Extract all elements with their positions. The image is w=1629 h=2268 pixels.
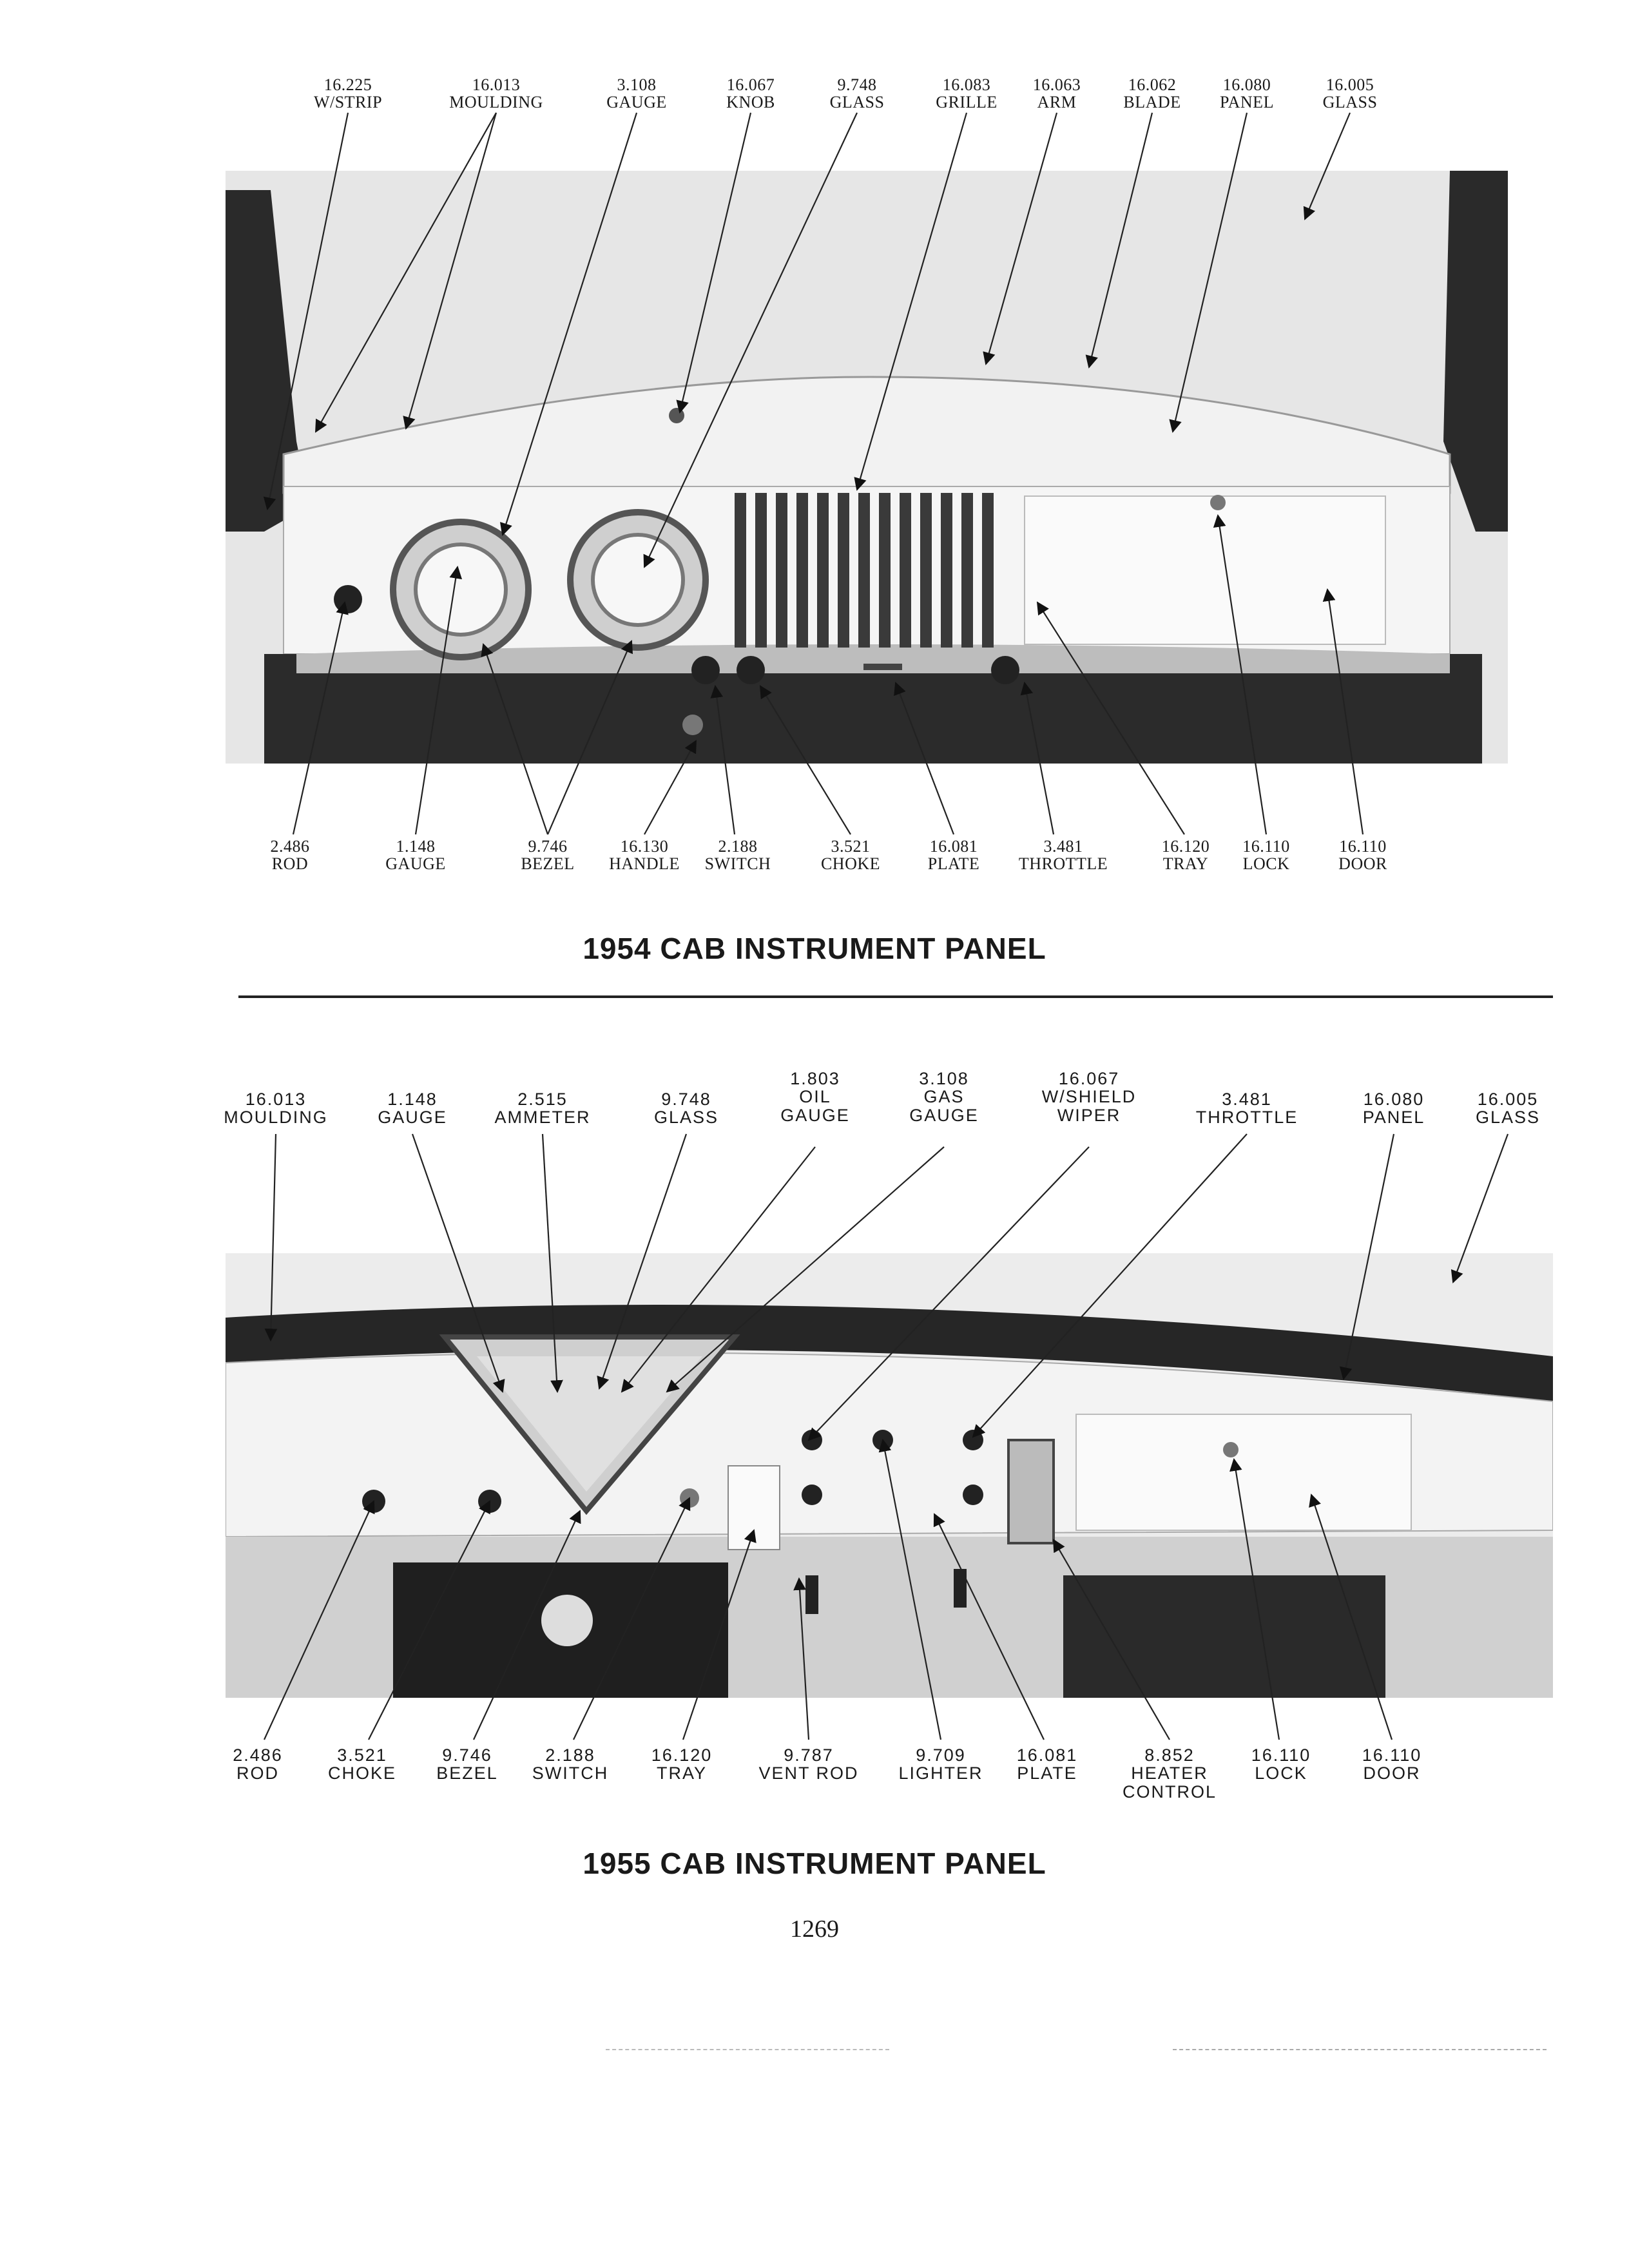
callout-1955-plate: 16.081 PLATE — [1016, 1745, 1078, 1783]
photo-1955-instrument-panel — [226, 1253, 1553, 1698]
callout-1954-moulding: 16.013 MOULDING — [449, 75, 543, 112]
callout-1954-gauge-lower: 1.148 GAUGE — [385, 837, 446, 874]
callout-1955-tray: 16.120 TRAY — [651, 1745, 713, 1783]
callout-1955-wiper: 16.067 W/SHIELD WIPER — [1041, 1069, 1137, 1125]
callout-1954-handle: 16.130 HANDLE — [609, 837, 680, 874]
callout-1955-panel: 16.080 PANEL — [1362, 1090, 1425, 1128]
callout-1955-oil-gauge: 1.803 OIL GAUGE — [780, 1069, 850, 1125]
callout-1954-lock: 16.110 LOCK — [1242, 837, 1290, 874]
callout-1955-moulding: 16.013 MOULDING — [224, 1090, 328, 1128]
photo-1954-instrument-panel — [226, 171, 1508, 764]
callout-1955-bezel: 9.746 BEZEL — [436, 1745, 498, 1783]
callout-1955-lighter: 9.709 LIGHTER — [898, 1745, 983, 1783]
callout-1954-switch: 2.188 SWITCH — [704, 837, 771, 874]
callout-1955-throttle: 3.481 THROTTLE — [1195, 1090, 1298, 1128]
callout-1955-door: 16.110 DOOR — [1362, 1745, 1422, 1783]
callout-1954-bezel: 9.746 BEZEL — [521, 837, 575, 874]
scan-artifact-line — [1173, 2049, 1547, 2052]
section-divider — [238, 995, 1553, 998]
callout-1954-door: 16.110 DOOR — [1338, 837, 1387, 874]
callout-1955-lock: 16.110 LOCK — [1251, 1745, 1311, 1783]
page-number: 1269 — [790, 1916, 839, 1943]
callout-1954-grille: 16.083 GRILLE — [936, 75, 998, 112]
caption-1955: 1955 CAB INSTRUMENT PANEL — [583, 1847, 1046, 1880]
callout-1954-tray: 16.120 TRAY — [1161, 837, 1210, 874]
callout-1954-gauge: 3.108 GAUGE — [606, 75, 667, 112]
callout-1955-choke: 3.521 CHOKE — [327, 1745, 397, 1783]
callout-1955-windshield-glass: 16.005 GLASS — [1475, 1090, 1541, 1128]
callout-1954-wstrip: 16.225 W/STRIP — [313, 75, 383, 112]
callout-1955-heater-control: 8.852 HEATER CONTROL — [1122, 1745, 1217, 1802]
callout-1954-choke: 3.521 CHOKE — [820, 837, 881, 874]
callout-1955-glass: 9.748 GLASS — [653, 1090, 719, 1128]
callout-1954-rod: 2.486 ROD — [270, 837, 310, 874]
callout-1955-ammeter: 2.515 AMMETER — [494, 1090, 591, 1128]
callout-1954-windshield-glass: 16.005 GLASS — [1322, 75, 1378, 112]
callout-1954-glass: 9.748 GLASS — [829, 75, 885, 112]
callout-1954-arm: 16.063 ARM — [1032, 75, 1081, 112]
callout-1954-plate: 16.081 PLATE — [927, 837, 980, 874]
callout-1955-vent-rod: 9.787 VENT ROD — [758, 1745, 859, 1783]
scan-artifact-line — [606, 2049, 889, 2052]
callout-1954-throttle: 3.481 THROTTLE — [1018, 837, 1108, 874]
callout-1955-gas-gauge: 3.108 GAS GAUGE — [909, 1069, 979, 1125]
callout-1954-panel: 16.080 PANEL — [1220, 75, 1274, 112]
caption-1954: 1954 CAB INSTRUMENT PANEL — [583, 932, 1046, 965]
callout-1955-gauge: 1.148 GAUGE — [378, 1090, 447, 1128]
callout-1954-knob: 16.067 KNOB — [726, 75, 775, 112]
callout-1955-rod: 2.486 ROD — [233, 1745, 283, 1783]
callout-1954-blade: 16.062 BLADE — [1123, 75, 1181, 112]
callout-1955-switch: 2.188 SWITCH — [532, 1745, 609, 1783]
